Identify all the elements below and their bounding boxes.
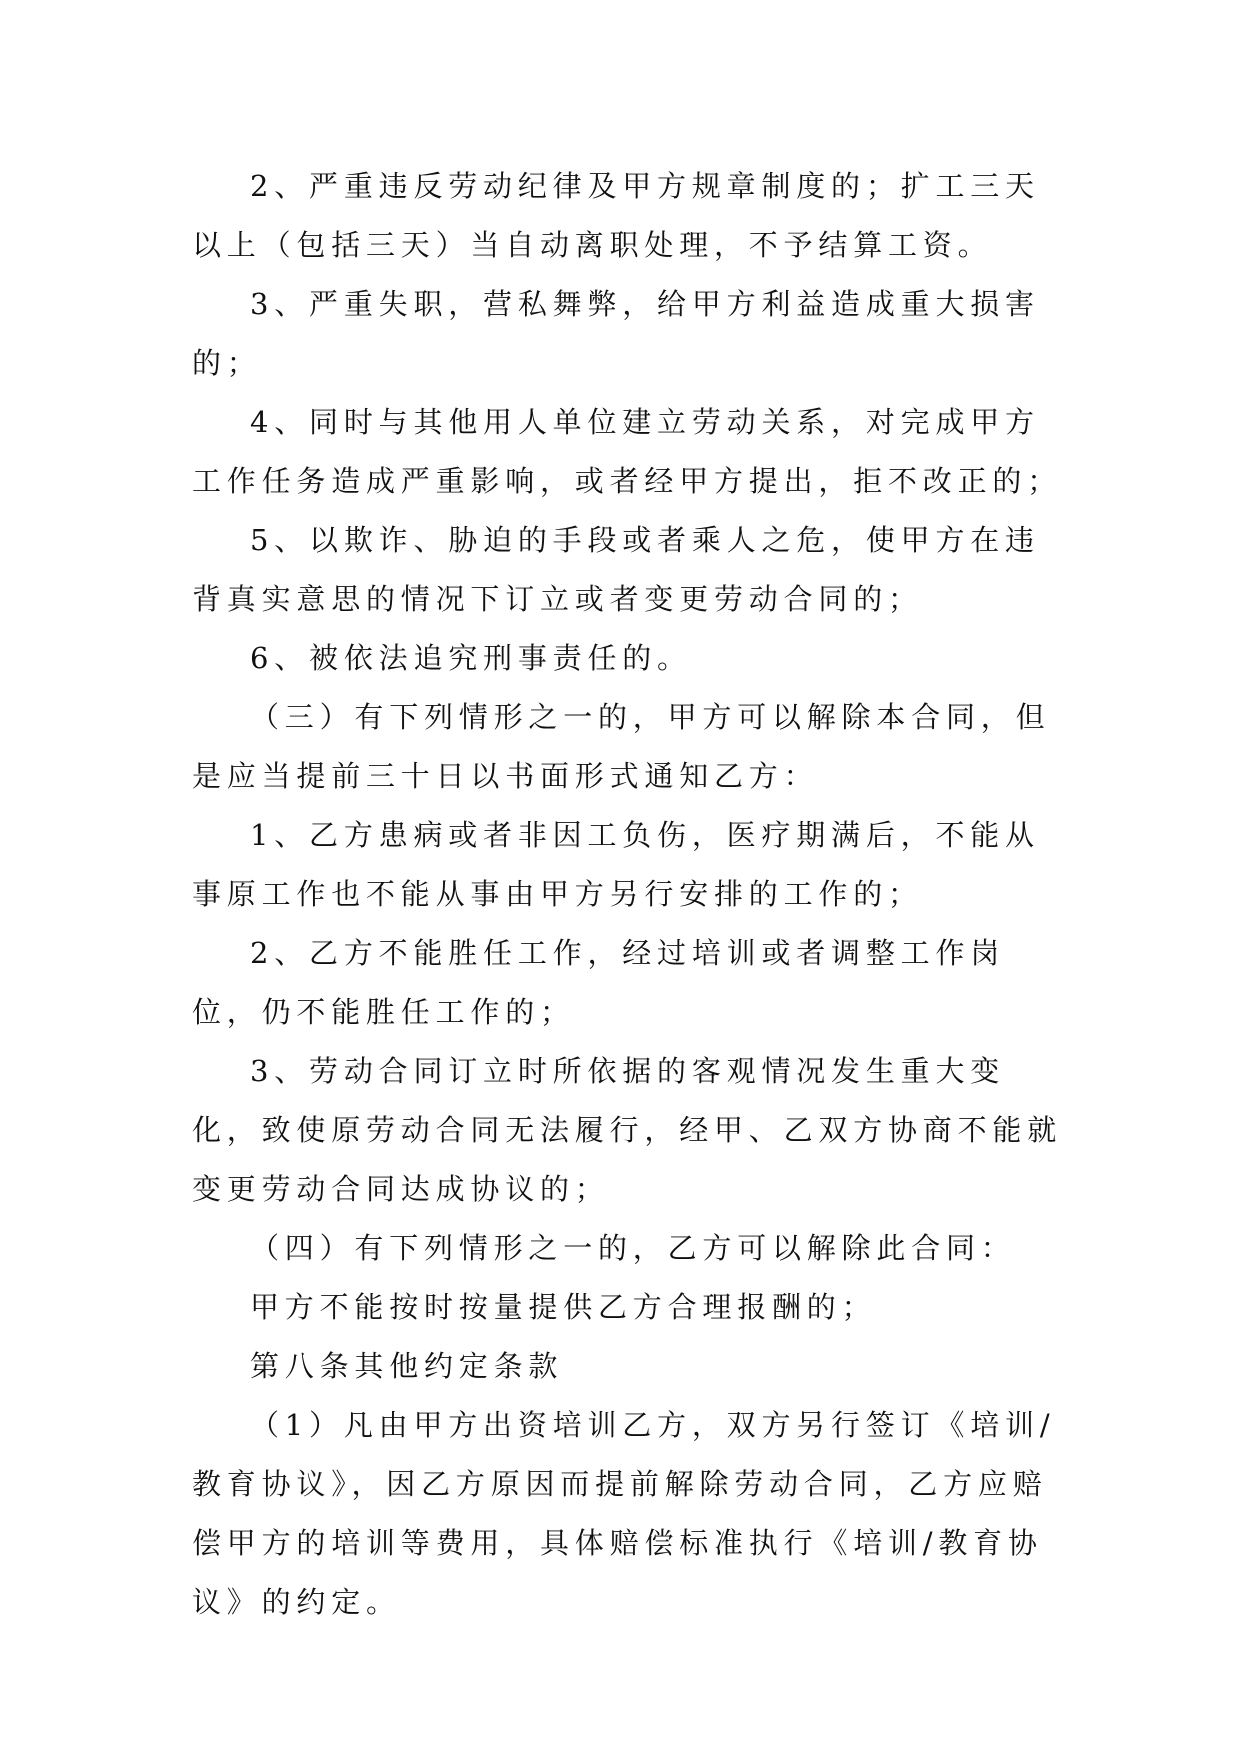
clause-4-dual-employment: 4、同时与其他用人单位建立劳动关系，对完成甲方工作任务造成严重影响，或者经甲方提出，拒不改正的；: [192, 405, 1063, 498]
document-body: [192, 157, 1072, 1632]
clause-5-fraud: 5、以欺诈、胁迫的手段或者乘人之危，使甲方在违背真实意思的情况下订立或者变更劳动合同的；: [192, 523, 1040, 616]
section-4-heading: （四）有下列情形之一的，乙方可以解除此合同：: [250, 1231, 1016, 1265]
clause-3-dereliction: 3、严重失职，营私舞弊，给甲方利益造成重大损害的；: [192, 287, 1040, 380]
clause-6-criminal: 6、被依法追究刑事责任的。: [250, 641, 692, 675]
section-3-item-3: 3、劳动合同订立时所依据的客观情况发生重大变化，致使原劳动合同无法履行，经甲、乙双方协商不能就变更劳动合同达成协议的；: [192, 1054, 1063, 1206]
article-8-heading: 第八条其他约定条款: [250, 1349, 564, 1383]
section-3-item-1: 1、乙方患病或者非因工负伤，医疗期满后，不能从事原工作也不能从事由甲方另行安排的工作的；: [192, 818, 1040, 911]
section-3-item-2: 2、乙方不能胜任工作，经过培训或者调整工作岗位，仍不能胜任工作的；: [192, 936, 1006, 1029]
section-3-heading: （三）有下列情形之一的，甲方可以解除本合同，但是应当提前三十日以书面形式通知乙方：: [192, 700, 1051, 793]
clause-2-serious-violation: 2、严重违反劳动纪律及甲方规章制度的；扩工三天以上（包括三天）当自动离职处理，不予结算工资。: [192, 169, 1040, 262]
article-8-item-1: （1）凡由甲方出资培训乙方，双方另行签订《培训/教育协议》，因乙方原因而提前解除劳动合同，乙方应赔偿甲方的培训等费用，具体赔偿标准执行《培训/教育协议》的约定。: [192, 1408, 1056, 1619]
section-4-item: 甲方不能按时按量提供乙方合理报酬的；: [250, 1290, 877, 1324]
